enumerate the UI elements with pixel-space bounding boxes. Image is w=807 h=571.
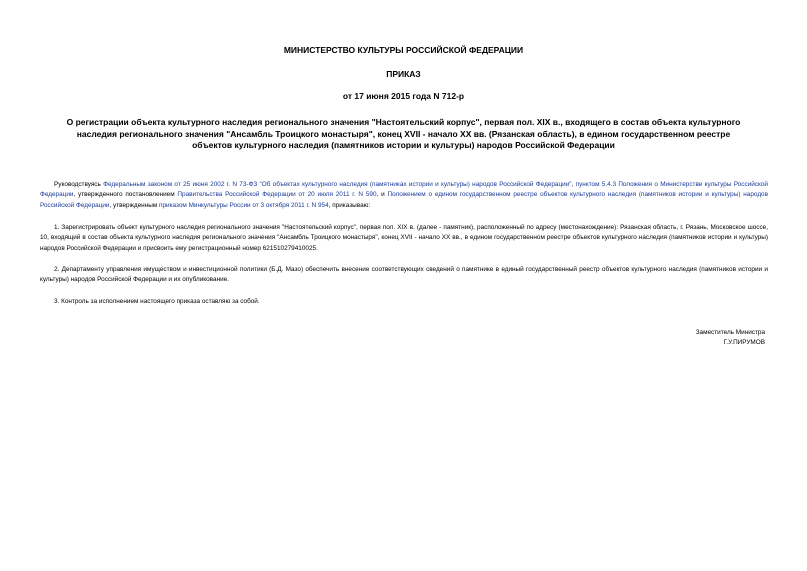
preamble-text: , утвержденным (109, 201, 159, 209)
ministry-heading: МИНИСТЕРСТВО КУЛЬТУРЫ РОССИЙСКОЙ ФЕДЕРАЦИИ (283, 45, 524, 55)
order-item: 2. Департаменту управления имуществом и инвестиционной политики (Б.Д. Мазо) обеспечить внесение соответствующих сведений о памятнике в единый государственный реестр объектов культурного наследия (памятников истории и культуры) народов Российской Федерации и их опубликование. (40, 266, 768, 284)
preamble-text: , и (376, 191, 388, 199)
preamble-text: , утвержденного постановлением (73, 191, 178, 199)
federal-law-link[interactable]: Федеральным законом от 25 июня 2002 г. N 73-ФЗ "Об объектах культурного наследия (памятниках истории и культуры) народов Российской Федерации" (103, 181, 572, 188)
registry-regulation-link[interactable]: Положением о едином государственном реестре объектов культурного наследия (памятников истории и культуры) народов Российской Федерации (40, 191, 768, 209)
preamble-text: Руководствуясь (54, 181, 104, 188)
signer-position: Заместитель Министра (695, 329, 765, 336)
preamble-text: , приказываю: (328, 201, 371, 209)
order-item: 1. Зарегистрировать объект культурного наследия регионального значения "Настоятельский корпус", первая пол. XIX в. (далее - памятник), расположенный по адресу (местонахождение): Рязанская область, г. Рязань, Московское шоссе, 10, входящий в состав объекта культурного наследия регионального значения "Ансамбль Троицкого монастыря", конец XVII - начало XX вв., в едином государственном реестре объектов культурного наследия (памятников истории и культуры) народов Российской Федерации и присвоить ему регистрационный номер 621510279410025. (40, 224, 768, 252)
ministry-regulation-link[interactable]: пунктом 5.4.3 Положения о Министерстве культуры Российской Федерации (40, 181, 768, 199)
document-title: О регистрации объекта культурного наследия регионального значения "Настоятельский корпус", первая пол. XIX в., входящего в состав объекта культурного наследия регионального значения "Ансамбль Троицкого монастыря", конец XVII - начало XX вв. (Рязанская область), в едином государственном реестре объектов культурного наследия (памятников истории и культуры) народов Российской Федерации (66, 117, 741, 150)
order-item: 3. Контроль за исполнением настоящего приказа оставляю за собой. (54, 298, 260, 305)
government-resolution-link[interactable]: Правительства Российской Федерации от 20 июля 2011 г. N 590 (177, 191, 377, 199)
preamble-text: , (571, 181, 576, 188)
doc-type-heading: ПРИКАЗ (386, 69, 421, 79)
date-number: от 17 июня 2015 года N 712-р (342, 91, 465, 101)
ministry-order-link[interactable]: приказом Минкультуры России от 3 октября 2011 г. N 954 (158, 201, 329, 209)
signer-name: Г.У.ПИРУМОВ (723, 339, 765, 346)
preamble-paragraph (40, 180, 768, 211)
